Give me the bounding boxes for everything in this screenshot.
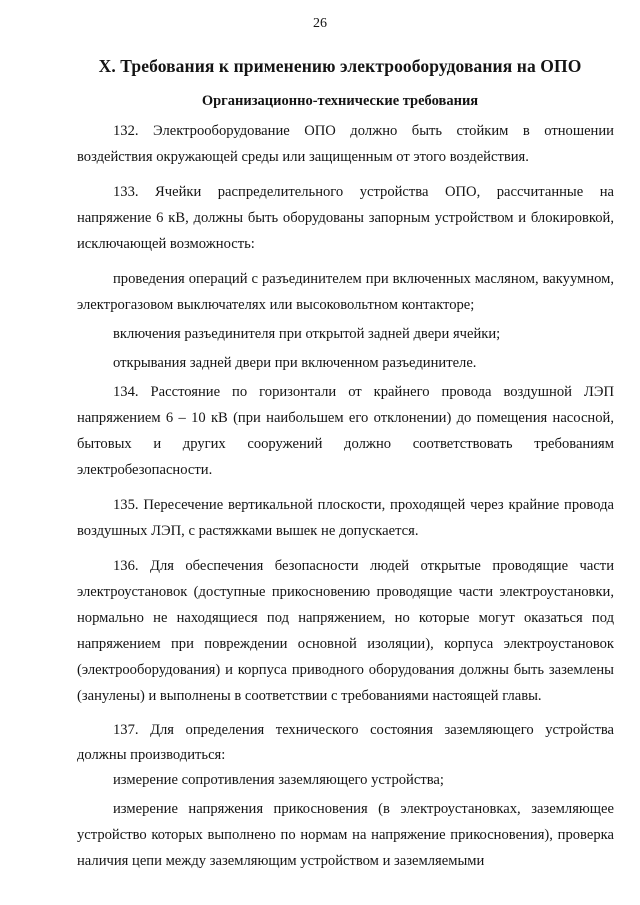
subsection-heading: Организационно-технические требования	[201, 93, 479, 109]
paragraph-136: 136. Для обеспечения безопасности людей открытые проводящие части электроустановок (доступные прикосновению проводящие части электроустановки, нормально не находящиеся под напряжением, но которые могут оказаться под напряжением при повреждении основной изоляции), корпуса электроустановок (электрооборудования) и корпуса приводного оборудования должны быть заземлены (занулены) и выполнены в соответствии с требованиями настоящей главы.	[77, 558, 614, 704]
paragraph-133-item-1: проведения операций с разъединителем при включенных масляном, вакуумном, электрогазовом выключателях или высоковольтном контакторе;	[77, 271, 614, 313]
paragraph-137: 137. Для определения технического состояния заземляющего устройства должны производиться:	[77, 722, 614, 763]
paragraph-132: 132. Электрооборудование ОПО должно быть стойким в отношении воздействия окружающей среды или защищенным от этого воздействия.	[77, 123, 614, 165]
paragraph-133-item-3: открывания задней двери при включенном разъединителе.	[113, 355, 477, 371]
page-number: 26	[313, 16, 327, 31]
paragraph-133: 133. Ячейки распределительного устройства ОПО, рассчитанные на напряжение 6 кВ, должны быть оборудованы запорным устройством и блокировкой, исключающей возможность:	[77, 184, 614, 252]
paragraph-134: 134. Расстояние по горизонтали от крайнего провода воздушной ЛЭП напряжением 6 – 10 кВ (при наибольшем его отклонении) до помещения насосной, бытовых и других сооружений должно соответствовать требованиям электробезопасности.	[77, 384, 614, 478]
paragraph-135: 135. Пересечение вертикальной плоскости, проходящей через крайние провода воздушных ЛЭП, с растяжками вышек не допускается.	[77, 497, 614, 539]
body-text	[77, 118, 614, 877]
section-heading: X. Требования к применению электрооборудования на ОПО	[98, 56, 582, 76]
paragraph-133-item-2: включения разъединителя при открытой задней двери ячейки;	[113, 326, 501, 342]
paragraph-137-item-1: измерение сопротивления заземляющего устройства;	[113, 772, 444, 788]
paragraph-137-item-2: измерение напряжения прикосновения (в электроустановках, заземляющее устройство которых выполнено по нормам на напряжение прикосновения), проверка наличия цепи между заземляющим устройством и заземляемыми	[77, 801, 614, 869]
